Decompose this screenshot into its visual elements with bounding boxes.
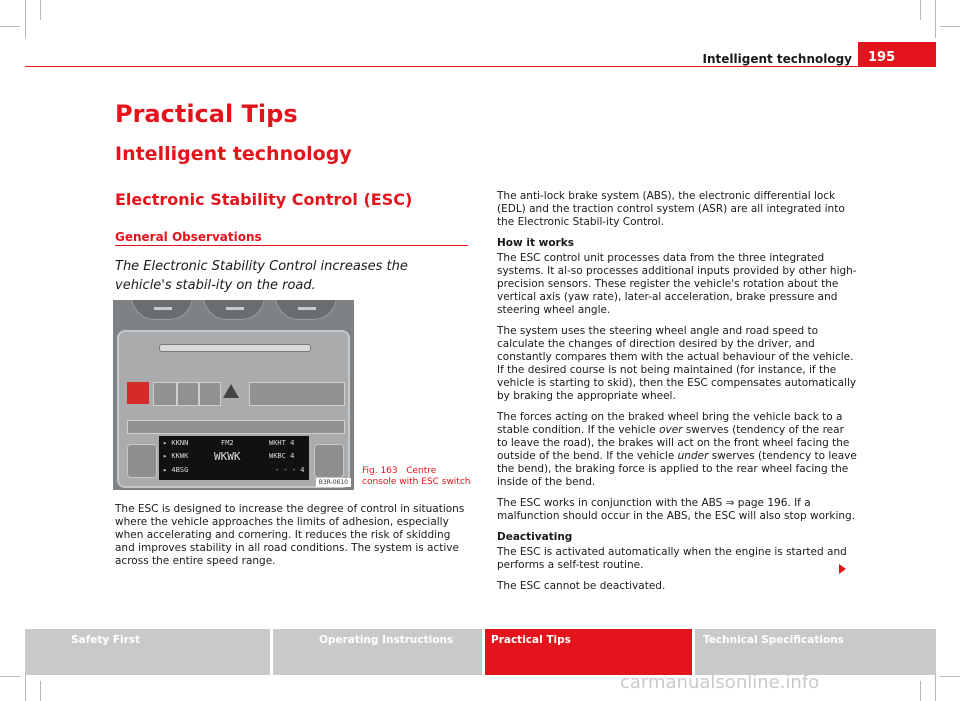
radio-knob-icon: [314, 444, 344, 478]
air-vent-icon: [275, 300, 337, 320]
body-paragraph: [497, 411, 857, 489]
air-vent-icon: [203, 300, 265, 320]
chapter-tabs: [25, 629, 936, 675]
crop-mark: [940, 676, 960, 677]
console-button: [249, 382, 345, 406]
console-button: [199, 382, 221, 406]
display-text: ▸ 4BSG: [163, 466, 189, 474]
watermark: carmanualsonline.info: [620, 672, 820, 693]
body-paragraph: The ESC control unit processes data from the three integrated systems. It al-so processes additional inputs provided by other high-precision sensors. These register the vehicle's rotation about the vertical axis (yaw rate), later-al acceleration, brake pressure and steering wheel angle.: [497, 252, 857, 316]
console-button-strip: [127, 420, 345, 434]
crop-mark: [40, 681, 41, 701]
subheading: Deactivating: [497, 531, 573, 543]
console-button: [153, 382, 177, 406]
radio-unit: [117, 330, 350, 488]
crop-mark: [935, 0, 936, 38]
body-paragraph: The ESC is activated automatically when the engine is started and performs a self-test routine.: [497, 546, 847, 571]
header-rule: [25, 66, 936, 67]
radio-knob-icon: [127, 444, 157, 478]
display-text: WKHT 4: [269, 439, 295, 447]
tab-technical-specifications[interactable]: Technical Specifications: [695, 629, 936, 675]
section-heading: Intelligent technology: [115, 143, 352, 165]
page-number: 195: [858, 42, 936, 67]
emphasis-text: under: [677, 450, 709, 462]
text-run: . If a malfunction should occur in the ABS, the ESC will also stop working.: [497, 497, 856, 522]
crop-mark: [920, 681, 921, 701]
tab-operating-instructions[interactable]: Operating Instructions: [273, 629, 482, 675]
body-paragraph: The system uses the steering wheel angle and road speed to calculate the changes of direction desired by the driver, and constantly compares them with the actual behaviour of the vehicle. If the desired course is not being maintained (for instance, if the vehicle is starting to skid), then the ESC compensates automatically by braking the appropriate wheel.: [497, 325, 857, 402]
crop-mark: [0, 676, 20, 677]
text-run: swerves (tendency of the rear to leave the road), the brakes will act on the front wheel facing the outside of the bend. If the vehicle: [497, 424, 850, 462]
body-paragraph: [497, 497, 857, 523]
body-paragraph: The ESC is designed to increase the degree of control in situations where the vehicle approaches the limits of adhesion, especially when accelerating and cornering. It reduces the risk of skidding and improves stability in all road conditions. The system is active across the entire speed range.: [115, 503, 465, 567]
display-text: WKBC 4: [269, 452, 295, 460]
text-run: The forces acting on the braked wheel bring the vehicle back to a stable condition. If the vehicle: [497, 411, 843, 436]
continue-arrow-icon: [839, 564, 846, 574]
display-text: ▸ KKWK: [163, 452, 189, 460]
crop-mark: [935, 675, 936, 701]
crop-mark: [920, 0, 921, 20]
subtopic-heading: General Observations: [115, 230, 262, 244]
display-text: WKWK: [214, 450, 241, 463]
text-run: The ESC works in conjunction with the ABS: [497, 497, 726, 509]
right-column: [497, 190, 857, 601]
crop-mark: [25, 0, 26, 38]
running-header-title: Intelligent technology: [702, 52, 852, 66]
lead-paragraph: The Electronic Stability Control increases the vehicle's stabil-ity on the road.: [115, 259, 408, 293]
console-button: [177, 382, 199, 406]
chapter-heading: Practical Tips: [115, 100, 298, 128]
figure-caption: [362, 466, 472, 488]
image-code: B3R-0610: [316, 478, 351, 487]
display-text: - - - 4: [275, 466, 305, 474]
display-text: ▸ KKNN: [163, 439, 189, 447]
emphasis-text: over: [659, 424, 683, 436]
cd-slot: [159, 344, 311, 352]
crop-mark: [940, 26, 960, 27]
crop-mark: [0, 26, 20, 27]
figure-caption-label: Fig. 163: [362, 466, 398, 476]
tab-practical-tips[interactable]: Practical Tips: [485, 629, 692, 675]
subtopic-rule: [115, 245, 468, 246]
crop-mark: [25, 675, 26, 701]
centre-console-figure: [113, 300, 354, 490]
body-paragraph: The anti-lock brake system (ABS), the electronic differential lock (EDL) and the traction control system (ASR) are all integrated into the Electronic Stabil-ity Control.: [497, 190, 845, 228]
body-paragraph: The ESC cannot be deactivated.: [497, 580, 666, 592]
subheading: How it works: [497, 237, 574, 249]
crop-mark: [40, 0, 41, 20]
left-column: [115, 503, 470, 576]
display-text: FM2: [221, 439, 234, 447]
radio-display: [159, 436, 309, 480]
text-run: swerves (tendency to leave the bend), the braking force is applied to the rear wheel facing the inside of the bend.: [497, 450, 857, 488]
topic-heading: Electronic Stability Control (ESC): [115, 190, 413, 209]
figure-caption-text: Centre console with ESC switch: [362, 466, 471, 487]
esc-switch-icon: [127, 382, 149, 404]
hazard-warning-icon: [223, 384, 239, 398]
page-reference-link[interactable]: ⇒ page 196: [725, 497, 788, 509]
air-vent-icon: [131, 300, 193, 320]
tab-safety-first[interactable]: Safety First: [25, 629, 270, 675]
